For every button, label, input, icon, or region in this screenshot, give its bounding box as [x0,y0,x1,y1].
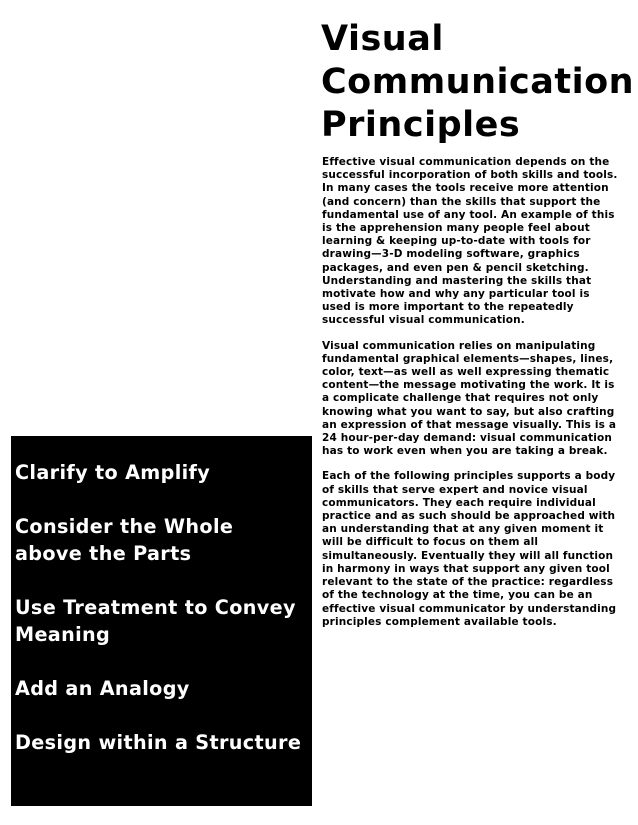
principle-treatment-convey-meaning: Use Treatment to Convey Meaning [15,596,296,646]
title-line-1: Visual [321,19,444,59]
title-line-3: Principles [321,105,521,145]
elements-paragraph: Visual communication relies on manipulating fundamental graphical elements—shapes, lines, color, text—as well as well expressing thematic content—the message motivating the work. It is a complicate challenge that requires not only knowing what you want to say, but also crafting an expression of that message visually. This is a 24 hour-per-day demand: visual communication has to work even when you are taking a break. [322,339,617,458]
intro-paragraph: Effective visual communication depends on the successful incorporation of both skills and tools. In many cases the tools receive more attention (and concern) than the skills that support the fundamental use of any tool. An example of this is the apprehension many people feel about learning & keeping up-to-date with tools for drawing—3-D modeling software, graphics packages, and even pen & pencil sketching. Understanding and mastering the skills that motivate how and why any particular tool is used is more important to the repeatedly successful visual communication. [322,156,618,327]
principle-clarify-to-amplify: Clarify to Amplify [15,461,211,484]
body-text [322,156,622,641]
title-line-2: Communication [321,62,635,102]
principles-list [15,459,307,756]
page-title [321,18,635,147]
principle-add-analogy: Add an Analogy [15,677,190,700]
principle-whole-above-parts: Consider the Whole above the Parts [15,515,234,565]
principle-design-within-structure: Design within a Structure [15,731,302,754]
principles-intro-paragraph: Each of the following principles supports a body of skills that serve expert and novice visual communicators. They each require individual practice and as such should be approached with an understanding that at any given moment it will be difficult to focus on them all simultaneously. Eventually they will all function in harmony in ways that support any given tool relevant to the state of the practice: regardless of the technology at the time, you can be an effective visual communicator by understanding principles complement available tools. [322,470,617,628]
